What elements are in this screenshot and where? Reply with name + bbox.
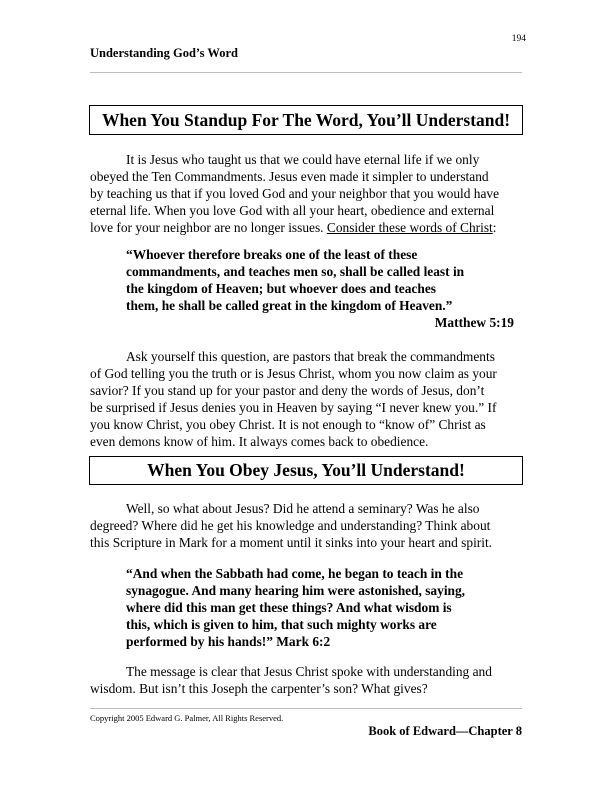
footer-rule xyxy=(90,708,522,709)
paragraph-eternal-life xyxy=(90,152,526,237)
section-heading-obey: When You Obey Jesus, You’ll Understand! xyxy=(89,456,523,485)
quote-line: synagogue. And many hearing him were astonished, saying, xyxy=(126,582,466,598)
text-line: Well, so what about Jesus? Did he attend a seminary? Was he also xyxy=(126,501,480,516)
text-line: even demons know of him. It always comes back to obedience. xyxy=(90,433,429,449)
text-punctuation: : xyxy=(492,219,497,235)
text-line: obeyed the Ten Commandments. Jesus even made it simpler to understand xyxy=(90,168,489,184)
quote-line: them, he shall be called great in the kingdom of Heaven.” xyxy=(126,297,453,313)
scripture-quote-matthew xyxy=(126,247,526,332)
text-line: by teaching us that if you loved God and your neighbor that you would have xyxy=(90,185,500,201)
text-line: Ask yourself this question, are pastors that break the commandments xyxy=(126,349,495,364)
section-heading-standup: When You Standup For The Word, You’ll Understand! xyxy=(89,105,523,135)
quote-line: “Whoever therefore breaks one of the least of these xyxy=(126,247,418,262)
paragraph-pastors xyxy=(90,349,526,450)
header-rule xyxy=(90,72,522,73)
quote-line: the kingdom of Heaven; but whoever does and teaches xyxy=(126,280,436,296)
underlined-phrase: Consider these words of Christ xyxy=(326,219,493,235)
text-line: love for your neighbor are no longer issues. xyxy=(90,219,327,235)
quote-line: “And when the Sabbath had come, he began to teach in the xyxy=(126,566,464,581)
text-line: It is Jesus who taught us that we could have eternal life if we only xyxy=(126,152,480,167)
scripture-reference: Matthew 5:19 xyxy=(434,314,514,330)
text-line: wisdom. But isn’t this Joseph the carpenter’s son? What gives? xyxy=(90,680,428,696)
quote-line: commandments, and teaches men so, shall be called least in xyxy=(126,263,465,279)
quote-line: this, which is given to him, that such mighty works are xyxy=(126,616,437,632)
text-line: be surprised if Jesus denies you in Heaven by saying “I never knew you.” If xyxy=(90,399,497,415)
text-line: of God telling you the truth or is Jesus Christ, whom you now claim as your xyxy=(90,365,497,381)
running-header: Understanding God’s Word xyxy=(90,46,238,60)
text-line: eternal life. When you love God with all your heart, obedience and external xyxy=(90,202,495,218)
quote-line: performed by his hands!” Mark 6:2 xyxy=(126,633,331,649)
scripture-quote-mark xyxy=(126,566,526,651)
text-line: savior? If you stand up for your pastor and deny the words of Jesus, don’t xyxy=(90,382,485,398)
paragraph-carpenter xyxy=(90,664,526,698)
footer-chapter: Book of Edward—Chapter 8 xyxy=(368,724,522,738)
text-line: degreed? Where did he get his knowledge and understanding? Think about xyxy=(90,517,491,533)
text-line: The message is clear that Jesus Christ spoke with understanding and xyxy=(126,664,492,679)
page-number: 194 xyxy=(511,34,526,44)
paragraph-seminary xyxy=(90,501,526,552)
text-line: you know Christ, you obey Christ. It is not enough to “know of” Christ as xyxy=(90,416,486,432)
text-line: this Scripture in Mark for a moment until it sinks into your heart and spirit. xyxy=(90,534,493,550)
copyright-notice: Copyright 2005 Edward G. Palmer, All Rights Reserved. xyxy=(90,713,284,723)
quote-line: where did this man get these things? And what wisdom is xyxy=(126,599,452,615)
